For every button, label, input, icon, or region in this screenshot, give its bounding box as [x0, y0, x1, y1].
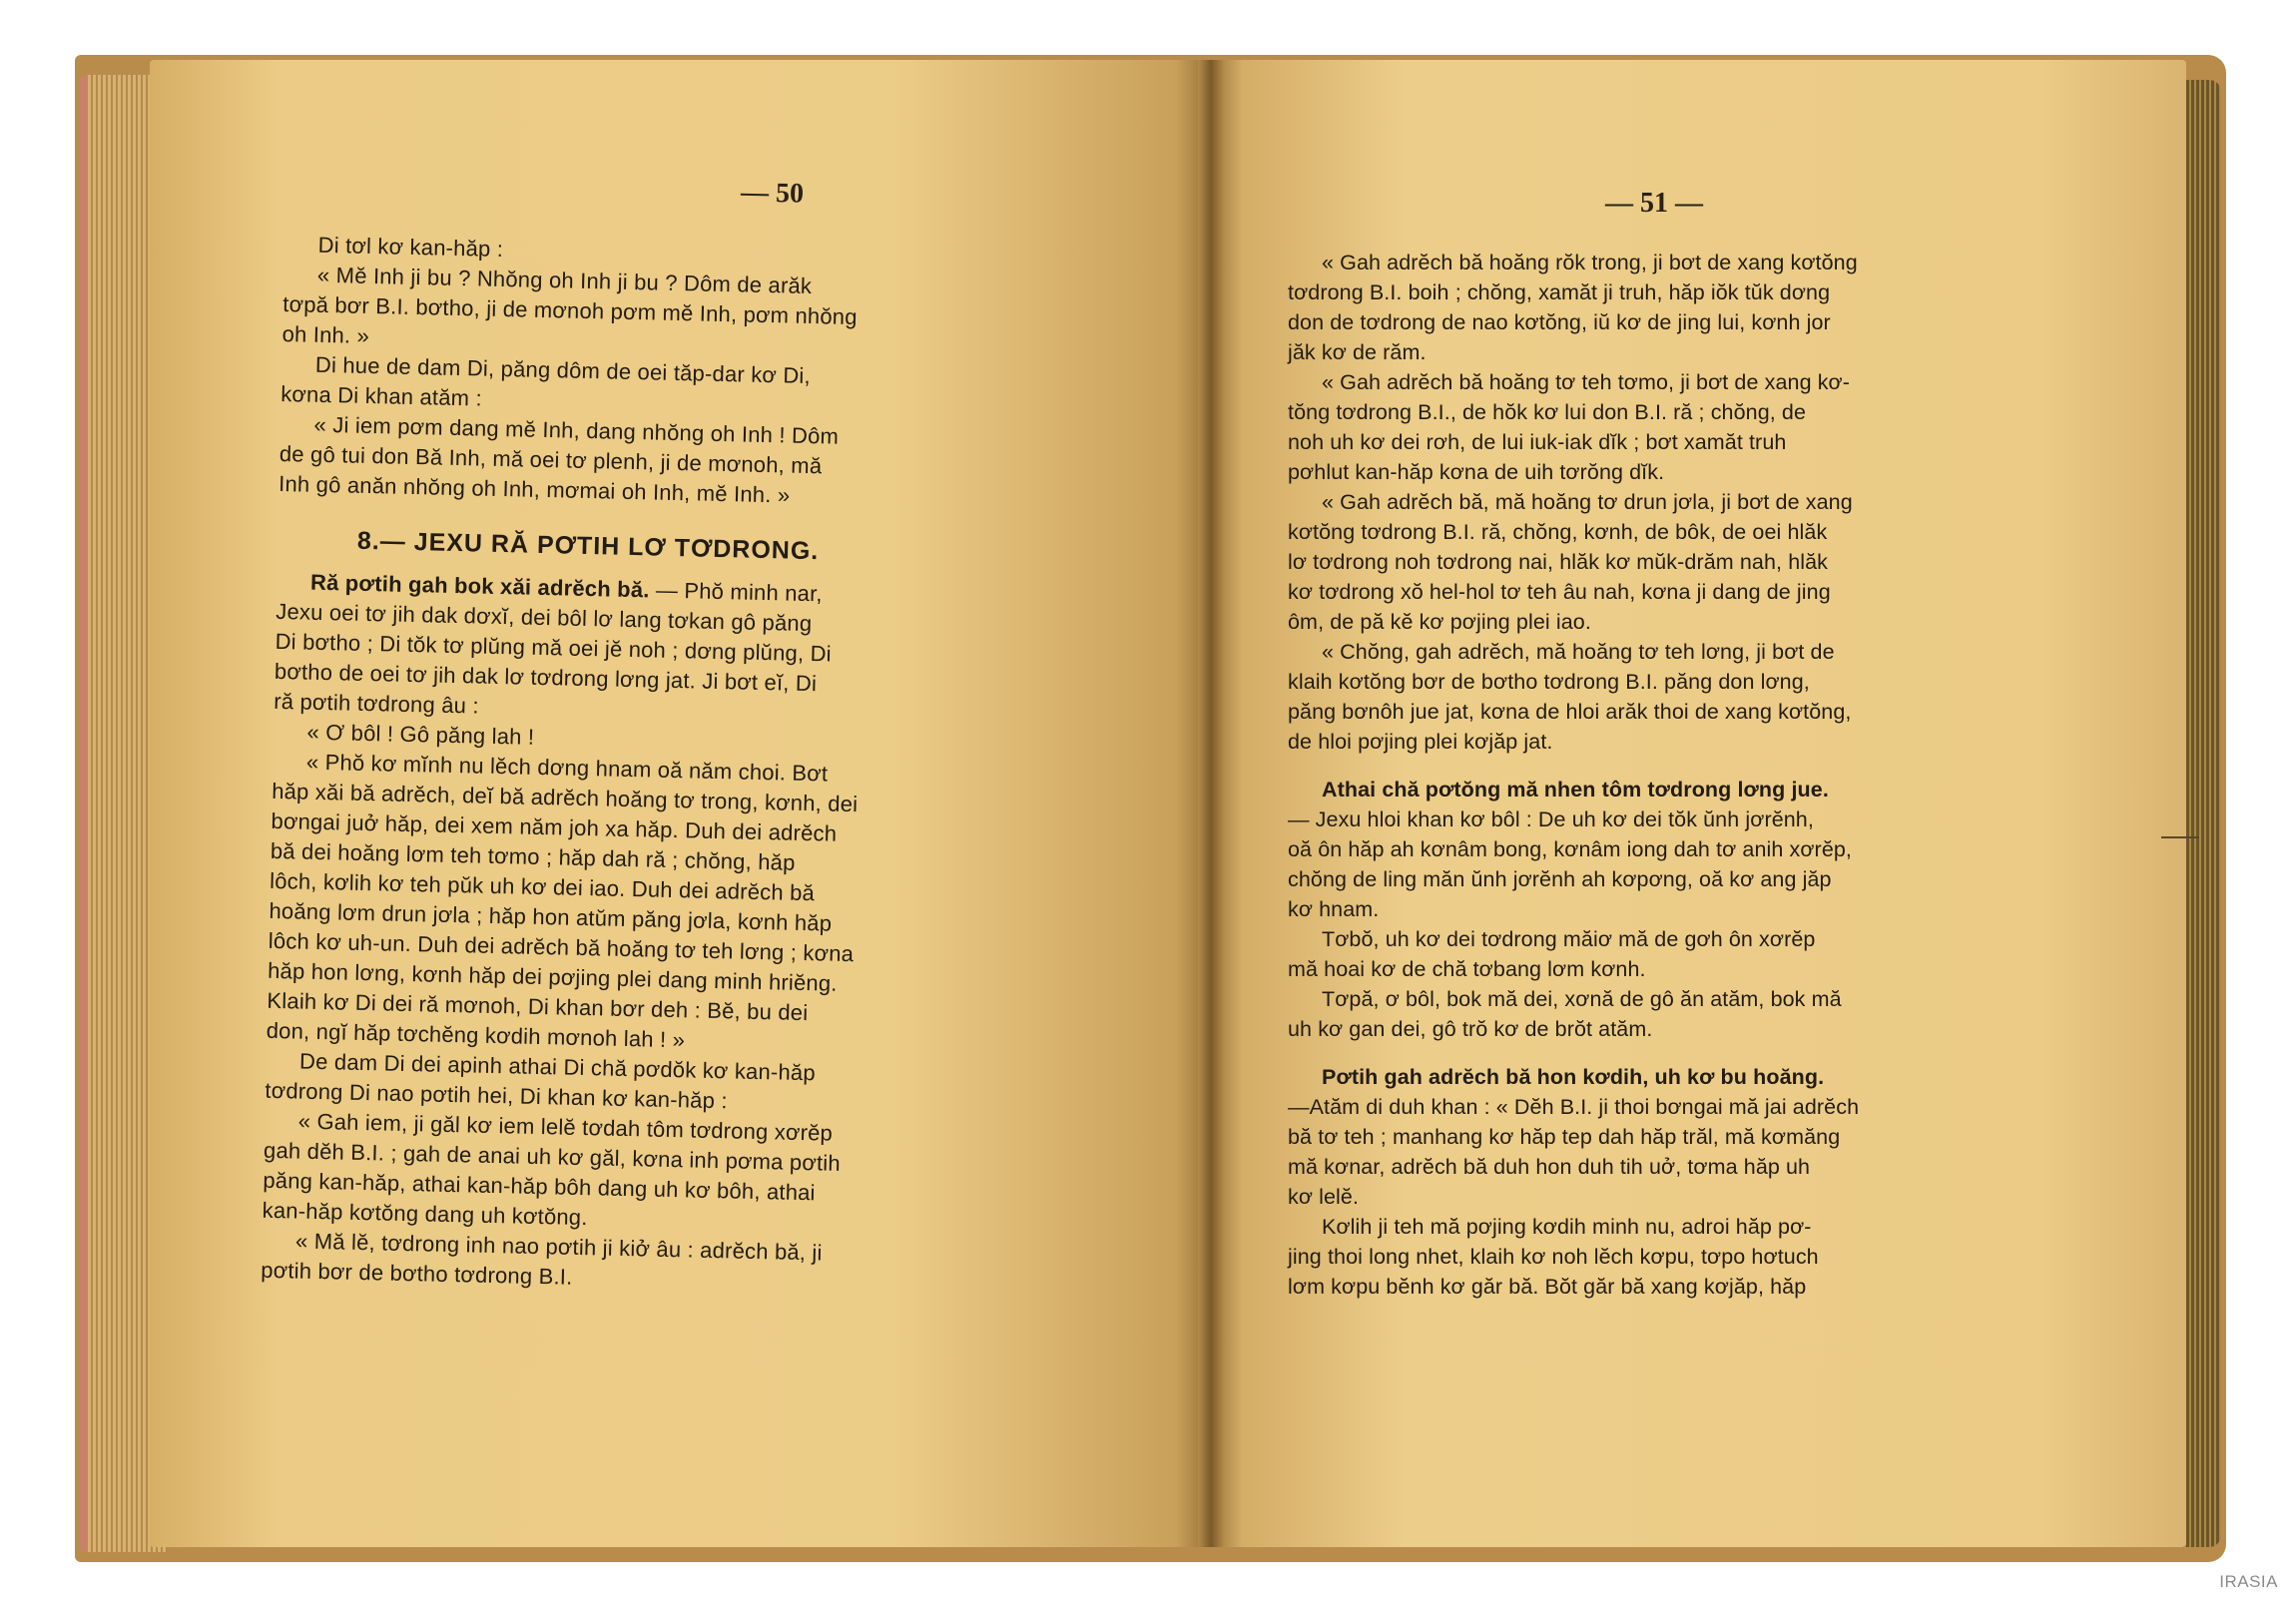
spacer [1288, 1044, 1987, 1062]
right-page-number: — 51 — [1605, 188, 1703, 219]
book-gutter [1198, 60, 1224, 1547]
text-line: kơna Di khan atăm : [280, 380, 483, 411]
text-line: Klaih kơ Di dei ră mơnoh, Di khan bơr deh : Bĕ, bu dei [267, 987, 809, 1026]
text-line: Di hue de dam Di, păng dôm de oei tăp-dar kơ Di, [314, 351, 812, 388]
text-line: ôm, de pă kĕ kơ pơjing plei iao. [1288, 610, 1591, 634]
text-line: lôch, kơlih kơ teh pŭk uh kơ dei iao. Duh dei adrĕch bă [269, 867, 816, 906]
text-line: Tơpă, ơ bôl, bok mă dei, xơnă de gô ăn atăm, bok mă [1322, 987, 1842, 1011]
page-mark [2161, 836, 2199, 838]
text-line: kơ tơdrong xŏ hel-hol tơ teh âu nah, kơna ji dang de jing [1288, 580, 1831, 604]
text-line: noh uh kơ dei rơh, de lui iuk-iak dĭk ; bơt xamăt truh [1288, 430, 1787, 454]
text-line: pơhlut kan-hăp kơna de uih tơrŏng dĭk. [1288, 460, 1665, 484]
text-line: « Chŏng, gah adrĕch, mă hoăng tơ teh lơng, ji bơt de [1322, 640, 1835, 664]
text-line: păng kan-hăp, athai kan-hăp bôh dang uh kơ bôh, athai [263, 1167, 816, 1206]
text-line: « Ơ bôl ! Gô păng lah ! [306, 719, 535, 750]
text-line: mă kơnar, adrĕch bă duh hon duh tih uở, tơma hăp uh [1288, 1155, 1811, 1179]
text-line: bă dei hoăng lơm teh tơmo ; hăp dah ră ; chŏng, hăp [270, 837, 796, 875]
left-page-text [261, 230, 1133, 1305]
text-line: lơ tơdrong noh tơdrong nai, hlăk kơ mŭk-drăm nah, hlăk [1288, 550, 1829, 574]
text-line: klaih kơtŏng bơr de bơtho tơdrong B.I. păng don lơng, [1288, 670, 1810, 694]
text-line: păng bơnôh jue jat, kơna de hloi arăk thoi de xang kơtŏng, [1288, 700, 1852, 724]
text-line: Di bơtho ; Di tŏk tơ plŭng mă oei jĕ noh ; dơng plŭng, Di [275, 628, 833, 667]
page-edges-right [2181, 80, 2221, 1547]
text-line: oă ôn hăp ah kơnâm bong, kơnâm iong dah tơ anih xơrĕp, [1288, 837, 1853, 861]
text-line: ră pơtih tơdrong âu : [273, 688, 480, 719]
paragraph-heading: Ră pơtih gah bok xăi adrĕch bă. [309, 569, 657, 603]
text-line: jing thoi long nhet, klaih kơ noh lĕch kơpu, tơpo hơtuch [1288, 1245, 1819, 1269]
text-line: — Jexu hloi khan kơ bôl : De uh kơ dei tŏk ŭnh jơrĕnh, [1288, 807, 1814, 831]
text-line: « Ji iem pơm dang mĕ Inh, dang nhŏng oh Inh ! Dôm [313, 411, 840, 449]
text-line: « Gah adrĕch bă hoăng tơ teh tơmo, ji bơt de xang kơ- [1322, 370, 1851, 394]
text-line: De dam Di dei apinh athai Di chă pơdŏk kơ kan-hăp [298, 1048, 817, 1086]
text-line: hăp xăi bă adrĕch, deĭ bă adrĕch hoăng tơ trong, kơnh, dei [271, 778, 859, 817]
text-line: kơ hnam. [1288, 897, 1380, 921]
watermark: IRASIA [2219, 1572, 2278, 1591]
paragraph-heading-line: Pơtih gah adrĕch bă hon kơdih, uh kơ bu hoăng. [1322, 1065, 1825, 1089]
text-line: bơtho de oei tơ jih dak lơ tơdrong lơng jat. Ji bơt eĭ, Di [274, 658, 818, 697]
text-line: de hloi pơjing plei kơjăp jat. [1288, 730, 1553, 754]
text-line: don, ngĭ hăp tơchĕng kơdih mơnoh lah ! » [266, 1017, 686, 1053]
text-line: « Phŏ kơ mĭnh nu lĕch dơng hnam oă năm choi. Bơt [305, 749, 829, 787]
text-line: tơpă bơr B.I. bơtho, ji de mơnoh pơm mĕ Inh, pơm nhŏng [283, 290, 858, 330]
text-line: hoăng lơm drun jơla ; hăp hon atŭm păng jơla, kơnh hăp [269, 897, 833, 936]
text-line: kơ lelĕ. [1288, 1185, 1360, 1209]
section-title: 8.— JEXU RĂ PƠTIH LƠ TƠDRONG. [356, 526, 820, 566]
text-line: Jexu oei tơ jih dak dơxĭ, dei bôl lơ lang tơkan gô păng [276, 598, 813, 637]
text-line: tŏng tơdrong B.I., de hŏk kơ lui don B.I. ră ; chŏng, de [1288, 400, 1807, 424]
text-line: bơngai juở hăp, dei xem năm joh xa hăp. Duh dei adrĕch [271, 807, 838, 846]
text-line: gah dĕh B.I. ; gah de anai uh kơ găl, kơna inh pơma pơtih [263, 1137, 842, 1176]
text-line: « Gah iem, ji găl kơ iem lelĕ tơdah tôm tơdrong xơrĕp [297, 1108, 834, 1146]
text-line: bă tơ teh ; manhang kơ hăp tep dah hăp trăl, mă kơmăng [1288, 1125, 1841, 1149]
text-line: « Gah adrĕch bă hoăng rŏk trong, ji bơt de xang kơtŏng [1322, 251, 1858, 274]
text-line: lôch kơ uh-un. Duh dei adrĕch bă hoăng tơ teh lơng ; kơna [268, 927, 855, 967]
text-line: chŏng de ling măn ŭnh jơrĕnh ah kơpơng, oă kơ ang jăp [1288, 867, 1832, 891]
text-line: uh kơ gan dei, gô trŏ kơ de brŏt atăm. [1288, 1017, 1653, 1041]
text-line: « Mă lĕ, tơdrong inh nao pơtih ji kiở âu : adrĕch bă, ji [294, 1228, 823, 1266]
text-line: hăp hon lơng, kơnh hăp dei pơjing plei dang minh hriĕng. [267, 957, 838, 996]
text-line: Tơbŏ, uh kơ dei tơdrong măiơ mă de gơh ôn xơrĕp [1322, 927, 1816, 951]
text-line: tơdrong B.I. boih ; chŏng, xamăt ji truh, hăp iŏk tŭk dơng [1288, 280, 1831, 304]
text-line: pơtih bơr de bơtho tơdrong B.I. [261, 1257, 573, 1290]
text-run: — Phŏ minh nar, [655, 577, 824, 607]
text-line: lơm kơpu bĕnh kơ găr bă. Bŏt găr bă xang kơjăp, hăp [1288, 1275, 1807, 1299]
text-line: kan-hăp kơtŏng dang uh kơtŏng. [262, 1197, 588, 1231]
text-line: mă hoai kơ de chă tơbang lơm kơnh. [1288, 957, 1646, 981]
text-line: « Gah adrĕch bă, mă hoăng tơ drun jơla, ji bơt de xang [1322, 490, 1853, 514]
text-line: Di tơl kơ kan-hăp : [317, 232, 504, 262]
text-line: tơdrong Di nao pơtih hei, Di khan kơ kan-hăp : [265, 1077, 728, 1114]
text-line: de gô tui don Bă Inh, mă oei tơ plenh, ji de mơnoh, mă [279, 440, 823, 479]
text-line: kơtŏng tơdrong B.I. ră, chŏng, kơnh, de bôk, de oei hlăk [1288, 520, 1828, 544]
text-line: Inh gô anăn nhŏng oh Inh, mơmai oh Inh, mĕ Inh. » [278, 470, 791, 508]
text-line: don de tơdrong de nao kơtŏng, iŭ kơ de jing lui, kơnh jor [1288, 310, 1831, 334]
paragraph-heading-line: Athai chă pơtŏng mă nhen tôm tơdrong lơng jue. [1322, 778, 1829, 802]
spacer [1288, 757, 1987, 775]
text-line: « Mĕ Inh ji bu ? Nhŏng oh Inh ji bu ? Dôm de arăk [316, 262, 813, 298]
text-line: Kơlih ji teh mă pơjing kơdih minh nu, adroi hăp pơ- [1322, 1215, 1812, 1239]
text-line: jăk kơ de răm. [1288, 340, 1427, 364]
right-page-text [1288, 248, 1987, 1302]
text-line: —Atăm di duh khan : « Dĕh B.I. ji thoi bơngai mă jai adrĕch [1288, 1095, 1860, 1119]
text-line: oh Inh. » [282, 320, 370, 348]
left-page-number: — 50 [740, 177, 805, 210]
